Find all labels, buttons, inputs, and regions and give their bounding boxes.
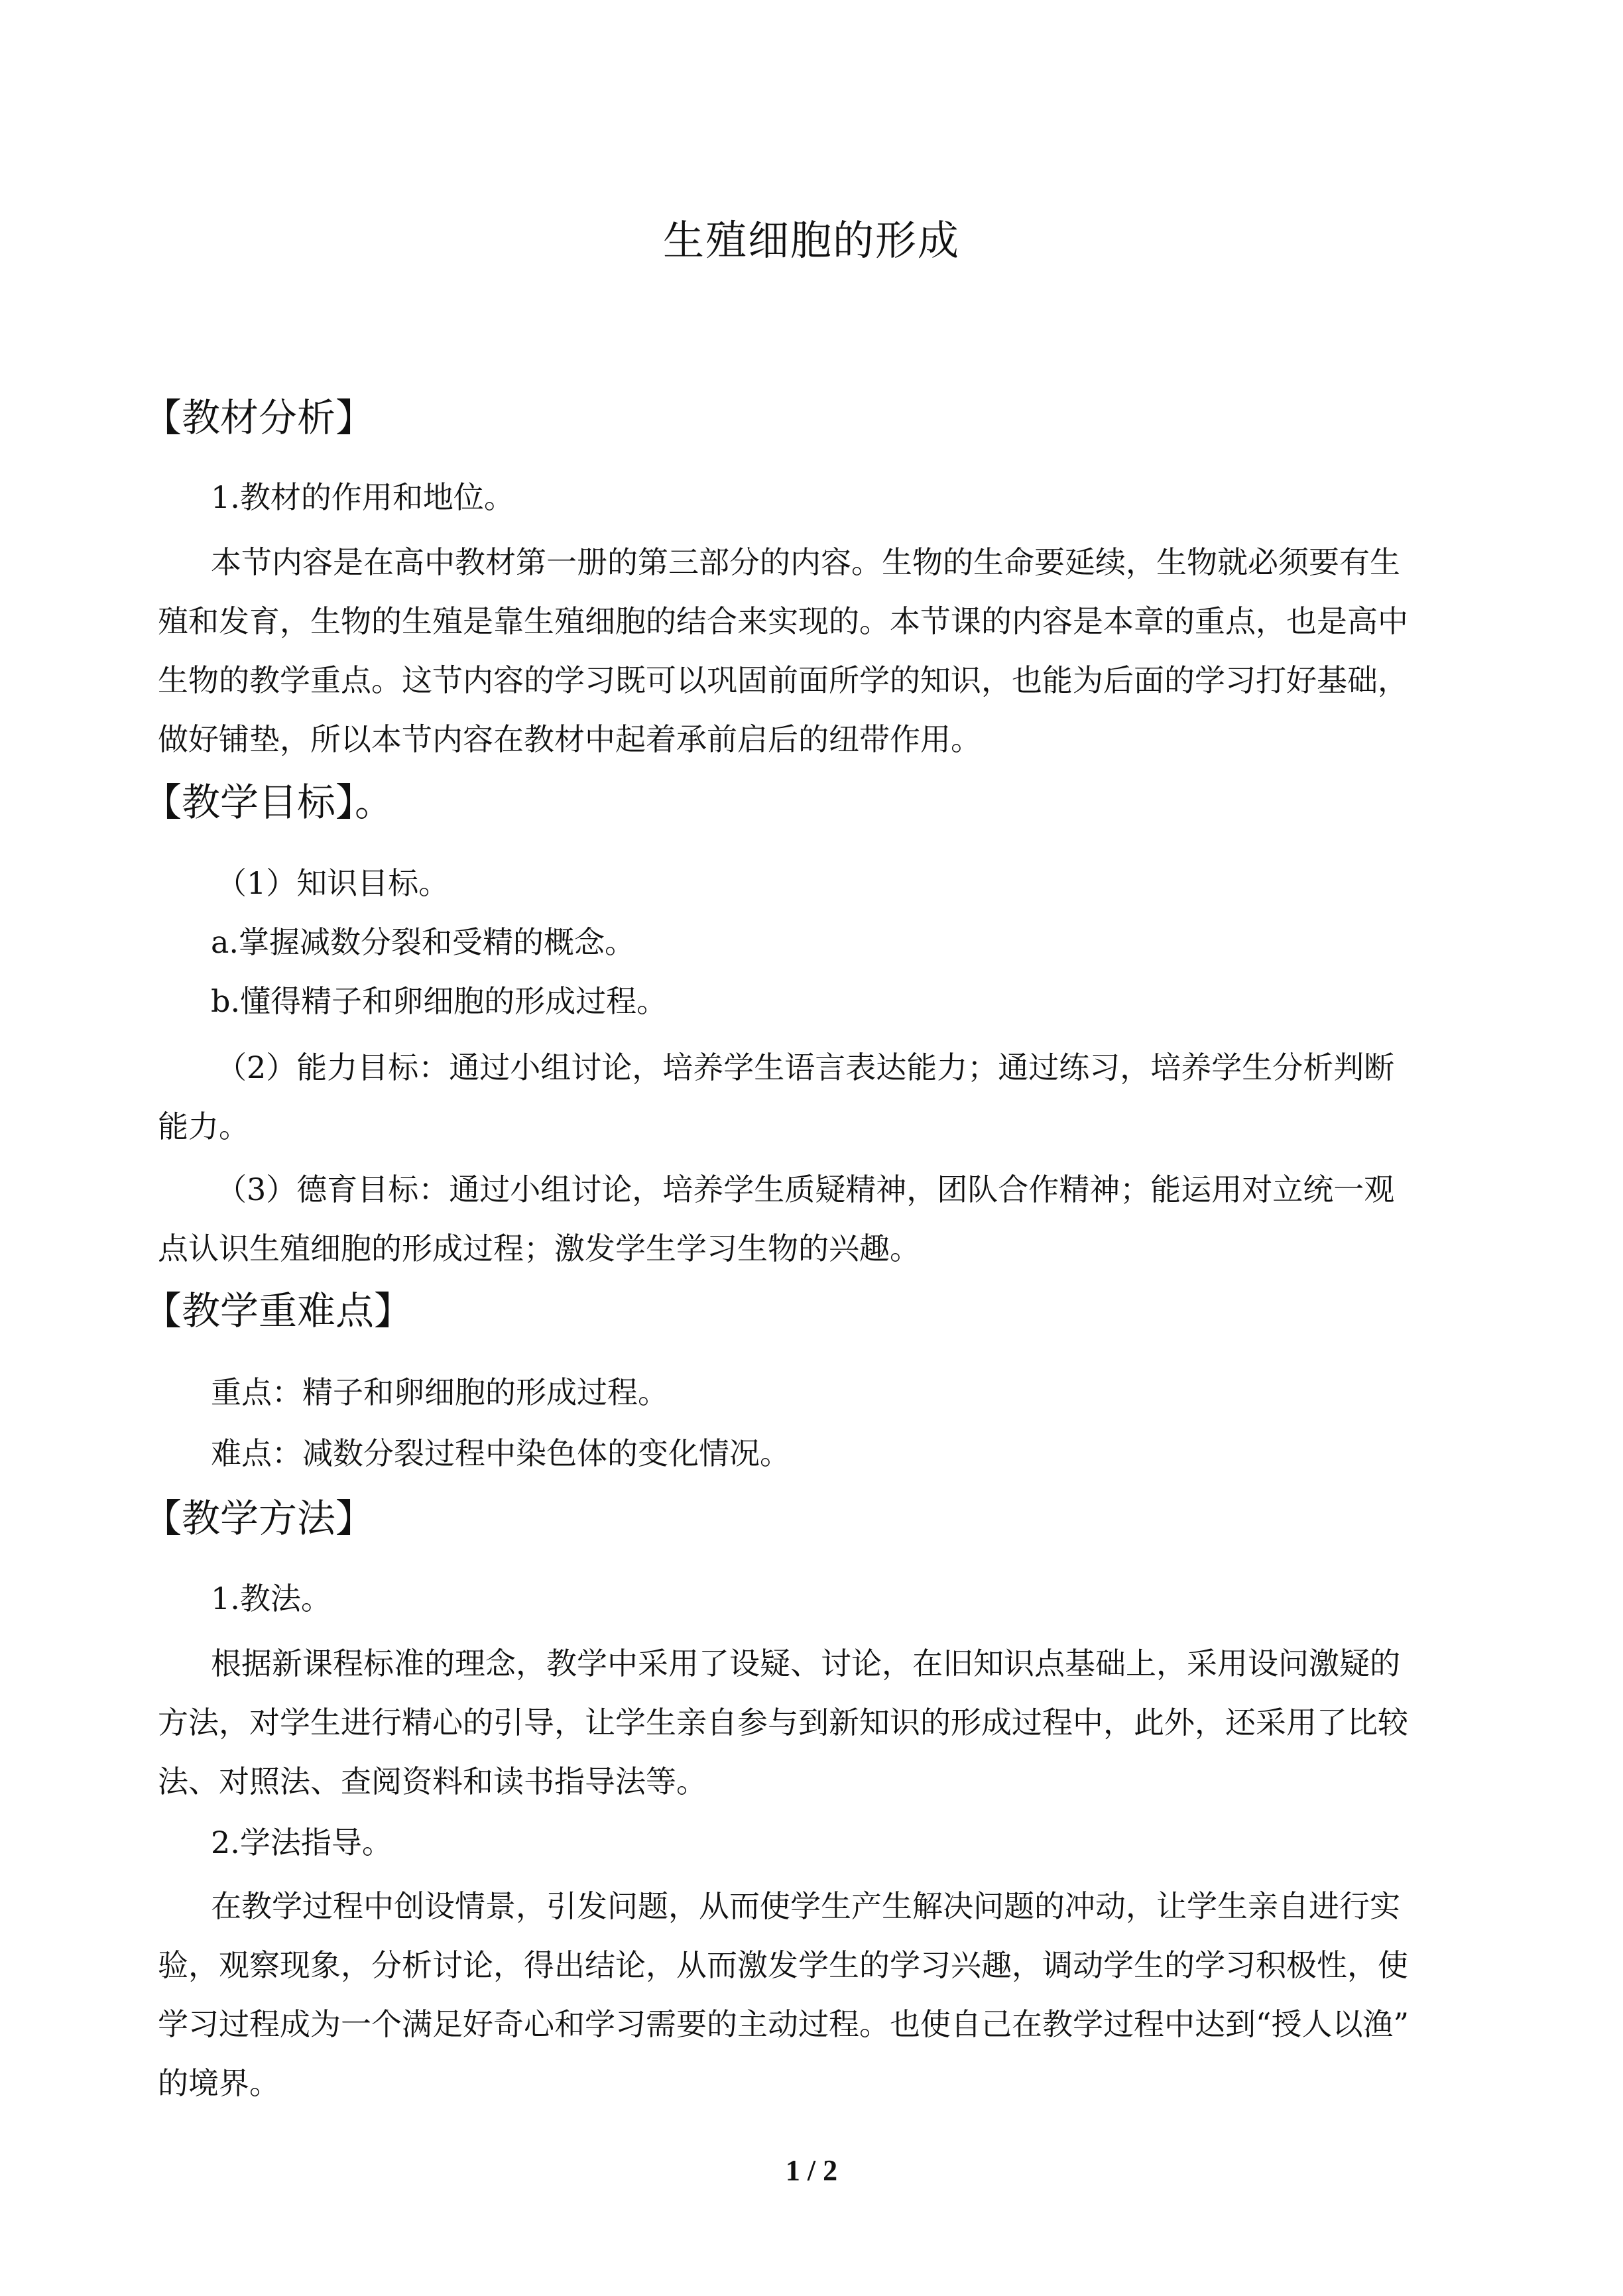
goal-ability-line: （2）能力目标：通过小组讨论，培养学生语言表达能力；通过练习，培养学生分析判断 — [216, 1050, 1395, 1085]
methods-paragraph-line: 法、对照法、查阅资料和读书指导法等。 — [158, 1764, 707, 1799]
methods-subheading: 2.学法指导。 — [211, 1825, 392, 1860]
section-heading-methods: 【教学方法】 — [143, 1496, 375, 1541]
section-heading-keypoints: 【教学重难点】 — [143, 1288, 413, 1333]
goal-moral-line: 点认识生殖细胞的形成过程；激发学生学习生物的兴趣。 — [158, 1231, 920, 1266]
analysis-subheading: 1.教材的作用和地位。 — [211, 479, 514, 515]
section-heading-goals: 【教学目标】。 — [143, 780, 394, 825]
analysis-paragraph-line: 殖和发育，生物的生殖是靠生殖细胞的结合来实现的。本节课的内容是本章的重点，也是高中 — [158, 603, 1408, 639]
methods-paragraph-line: 在教学过程中创设情景，引发问题，从而使学生产生解决问题的冲动，让学生亲自进行实 — [211, 1888, 1400, 1924]
difficult-point: 难点：减数分裂过程中染色体的变化情况。 — [211, 1435, 790, 1471]
key-point: 重点：精子和卵细胞的形成过程。 — [211, 1374, 668, 1410]
goal-moral-line: （3）德育目标：通过小组讨论，培养学生质疑精神，团队合作精神；能运用对立统一观 — [216, 1172, 1395, 1207]
analysis-paragraph-line: 本节内容是在高中教材第一册的第三部分的内容。生物的生命要延续，生物就必须要有生 — [211, 544, 1400, 580]
methods-paragraph-line: 的境界。 — [158, 2065, 280, 2101]
methods-paragraph-line: 根据新课程标准的理念，教学中采用了设疑、讨论，在旧知识点基础上，采用设问激疑的 — [211, 1646, 1400, 1681]
methods-subheading: 1.教法。 — [211, 1581, 331, 1616]
goal-knowledge: （1）知识目标。 — [216, 865, 450, 901]
methods-paragraph-line: 学习过程成为一个满足好奇心和学习需要的主动过程。也使自己在教学过程中达到“授人以渔” — [158, 2006, 1410, 2042]
analysis-paragraph-line: 生物的教学重点。这节内容的学习既可以巩固前面所学的知识，也能为后面的学习打好基础， — [158, 662, 1408, 698]
section-heading-analysis: 【教材分析】 — [143, 395, 375, 440]
goal-knowledge-a: a.掌握减数分裂和受精的概念。 — [211, 924, 636, 960]
goal-knowledge-b: b.懂得精子和卵细胞的形成过程。 — [211, 983, 668, 1019]
goal-ability-line: 能力。 — [158, 1109, 249, 1144]
methods-paragraph-line: 方法，对学生进行精心的引导，让学生亲自参与到新知识的形成过程中，此外，还采用了比较 — [158, 1705, 1408, 1740]
methods-paragraph-line: 验，观察现象，分析讨论，得出结论，从而激发学生的学习兴趣，调动学生的学习积极性，使 — [158, 1947, 1408, 1983]
page-title: 生殖细胞的形成 — [662, 216, 960, 265]
analysis-paragraph-line: 做好铺垫，所以本节内容在教材中起着承前启后的纽带作用。 — [158, 721, 981, 757]
page-number: 1 / 2 — [785, 2154, 838, 2187]
